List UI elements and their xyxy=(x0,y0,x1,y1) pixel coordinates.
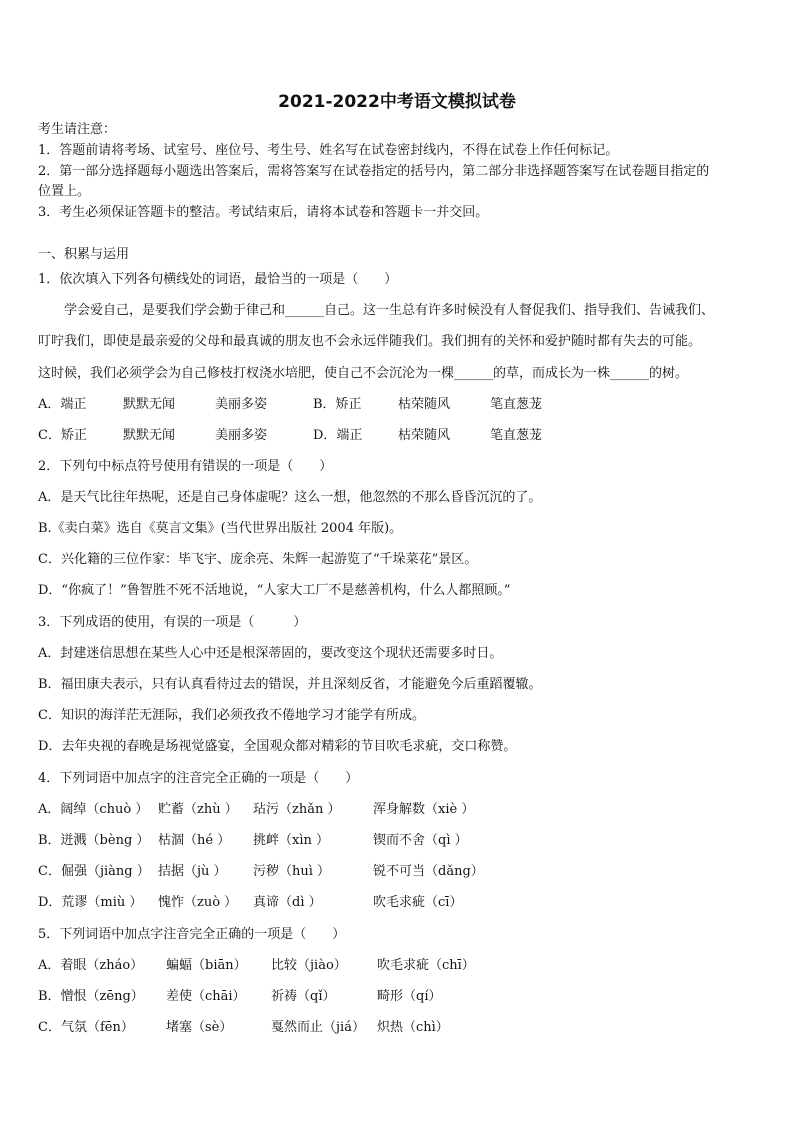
option-item: 污秽（huì ） xyxy=(253,864,331,879)
option-row xyxy=(38,801,474,819)
option-row xyxy=(38,863,484,881)
option-item: 拮据（jù ） xyxy=(158,864,227,879)
option-word: 美丽多姿 xyxy=(215,397,268,412)
option-row xyxy=(38,832,468,850)
option-item: 堵塞（sè） xyxy=(166,1020,233,1035)
option-word: 笔直葱茏 xyxy=(490,397,543,412)
option-item: 吹毛求疵（chī） xyxy=(377,958,475,973)
option-item: 差使（chāi） xyxy=(166,989,246,1004)
notice-heading: 考生请注意： xyxy=(38,122,117,137)
option-line: D．“你疯了！”鲁智胜不死不活地说，“人家大工厂不是慈善机构，什么人都照顾。” xyxy=(38,583,511,598)
option-row xyxy=(38,957,475,975)
option-line: D．去年央视的春晚是场视觉盛宴，全国观众都对精彩的节目吹毛求疵，交口称赞。 xyxy=(38,739,517,754)
option-item: 炽热（chì） xyxy=(377,1020,449,1035)
option-item: B．憎恨（zēng） xyxy=(38,989,144,1004)
option-item: 祈祷（qǐ） xyxy=(271,989,336,1004)
question-stem: 2．下列句中标点符号使用有错误的一项是（ ） xyxy=(38,459,333,474)
question-stem: 1．依次填入下列各句横线处的词语，最恰当的一项是（ ） xyxy=(38,272,398,287)
option-item: 挑衅（xìn ） xyxy=(253,833,329,848)
option-line: C．知识的海洋茫无涯际，我们必须孜孜不倦地学习才能学有所成。 xyxy=(38,708,425,723)
option-item: 枯涸（hé ） xyxy=(158,833,231,848)
option-item: C．倔强（jiàng ） xyxy=(38,864,150,879)
exam-title: 2021-2022中考语文模拟试卷 xyxy=(278,92,516,112)
option-item: 锐不可当（dǎng） xyxy=(373,864,484,879)
question-passage: 叮咛我们，即使是最亲爱的父母和最真诚的朋友也不会永远伴随我们。我们拥有的关怀和爱护随时都有失去的可能。 xyxy=(38,334,702,349)
option-label: B．矫正 xyxy=(313,397,362,412)
option-word: 笔直葱茏 xyxy=(490,428,543,443)
option-row xyxy=(38,396,542,414)
option-item: D．荒谬（miù ） xyxy=(38,895,143,910)
option-line: B．福田康夫表示，只有认真看待过去的错误，并且深刻反省，才能避免今后重蹈覆辙。 xyxy=(38,677,542,692)
option-label: D．端正 xyxy=(313,428,363,443)
question-passage: 这时候，我们必须学会为自己修枝打杈浇水培肥，使自己不会沉沦为一棵______的草，而成长为一株______的树。 xyxy=(38,366,689,381)
question-passage: 学会爱自己，是要我们学会勤于律己和______自己。这一生总有许多时候没有人督促我们、指导我们、告诫我们、 xyxy=(38,303,715,318)
option-line: A．是天气比往年热呢，还是自己身体虚呢？这么一想，他忽然的不那么昏昏沉沉的了。 xyxy=(38,490,542,505)
option-label: C．矫正 xyxy=(38,428,87,443)
option-row xyxy=(38,988,441,1006)
option-item: 戛然而止（jiá） xyxy=(271,1020,365,1035)
question-stem: 4．下列词语中加点字的注音完全正确的一项是（ ） xyxy=(38,771,359,786)
option-item: 畸形（qí） xyxy=(377,989,442,1004)
notice-item: 2．第一部分选择题每小题选出答案后，需将答案写在试卷指定的括号内，第二部分非选择题答案写在试卷题目指定的 xyxy=(38,164,710,179)
option-item: 锲而不舍（qì ） xyxy=(373,833,468,848)
option-item: A．着眼（zháo） xyxy=(38,958,144,973)
option-word: 默默无闻 xyxy=(123,428,176,443)
option-item: 真谛（dì ） xyxy=(253,895,322,910)
option-word: 枯荣随风 xyxy=(398,397,451,412)
option-line: B.《卖白菜》选自《莫言文集》(当代世界出版社 2004 年版)。 xyxy=(38,521,403,536)
question-stem: 5．下列词语中加点字注音完全正确的一项是（ ） xyxy=(38,927,346,942)
option-line: A．封建迷信思想在某些人心中还是根深蒂固的，要改变这个现状还需要多时日。 xyxy=(38,646,503,661)
option-item: B．迸溅（bèng ） xyxy=(38,833,150,848)
option-line: C．兴化籍的三位作家：毕飞宇、庞余亮、朱辉一起游览了“千垛菜花”景区。 xyxy=(38,552,478,567)
option-item: C．气氛（fēn） xyxy=(38,1020,134,1035)
question-stem: 3．下列成语的使用，有误的一项是（ ） xyxy=(38,615,307,630)
option-item: 玷污（zhǎn ） xyxy=(253,802,341,817)
section-heading: 一、积累与运用 xyxy=(38,247,130,262)
option-item: 蝙蝠（biān） xyxy=(166,958,247,973)
option-label: A．端正 xyxy=(38,397,87,412)
option-word: 枯荣随风 xyxy=(398,428,451,443)
option-word: 默默无闻 xyxy=(123,397,176,412)
option-word: 美丽多姿 xyxy=(215,428,268,443)
option-item: 贮蓄（zhù ） xyxy=(158,802,238,817)
notice-item: 位置上。 xyxy=(38,184,91,199)
option-item: 吹毛求疵（cī） xyxy=(373,895,463,910)
notice-item: 3．考生必须保证答题卡的整洁。考试结束后，请将本试卷和答题卡一并交回。 xyxy=(38,205,489,220)
option-item: 浑身解数（xiè ） xyxy=(373,802,475,817)
notice-item: 1．答题前请将考场、试室号、座位号、考生号、姓名写在试卷密封线内，不得在试卷上作任何标记。 xyxy=(38,143,619,158)
option-item: 愧怍（zuò ） xyxy=(158,895,238,910)
option-row xyxy=(38,1019,449,1037)
option-row xyxy=(38,427,542,445)
option-item: 比较（jiào） xyxy=(271,958,347,973)
option-item: A．阔绰（chuò ） xyxy=(38,802,149,817)
option-row xyxy=(38,894,462,912)
